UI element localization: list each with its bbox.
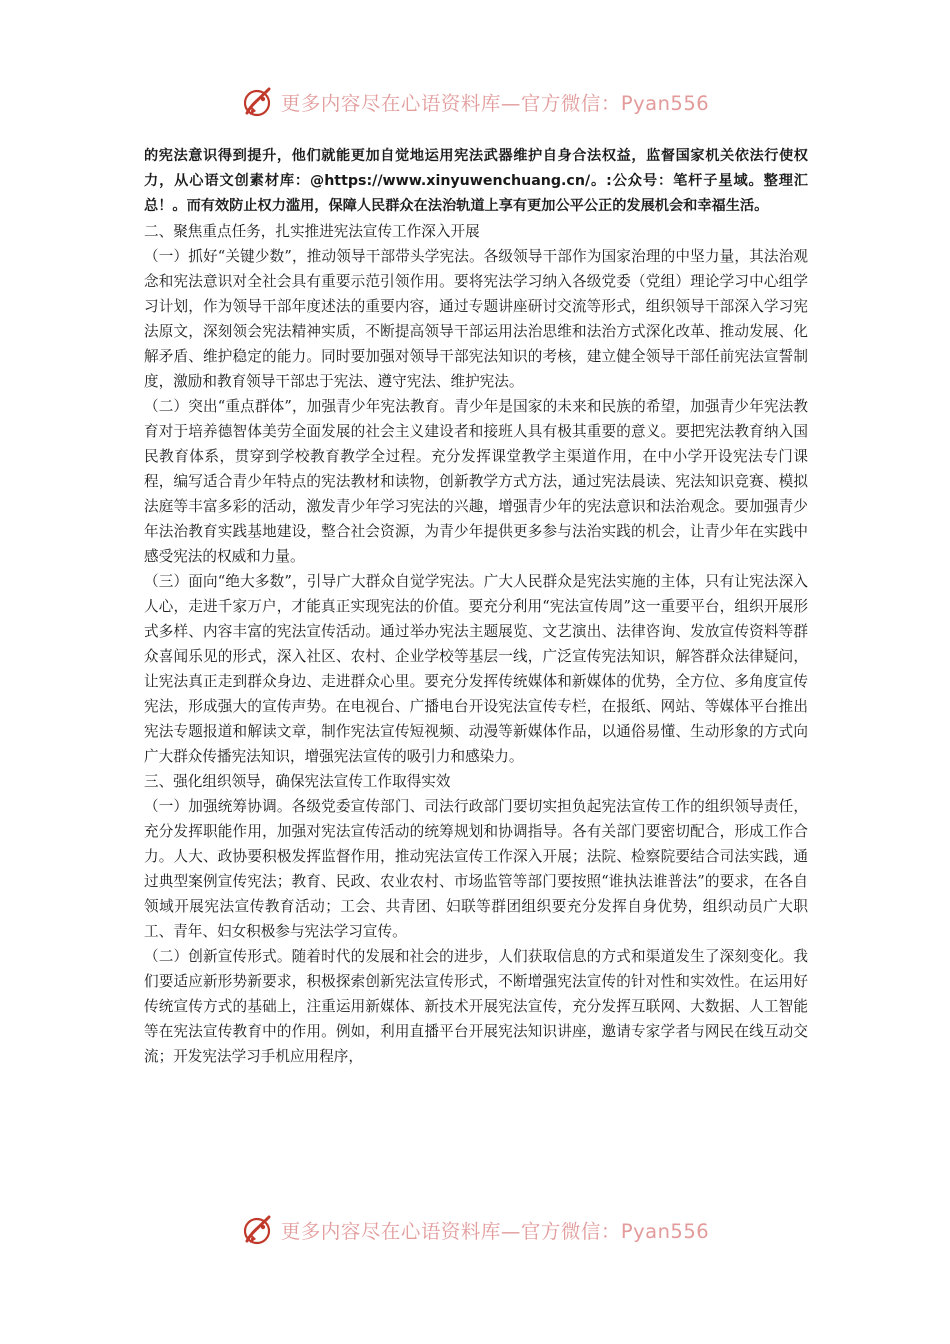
watermark-text: 更多内容尽在心语资料库—官方微信：Pyan556 (280, 92, 710, 115)
paragraph: （一）加强统筹协调。各级党委宣传部门、司法行政部门要切实担负起宪法宣传工作的组织领导责任，充分发挥职能作用，加强对宪法宣传活动的统筹规划和协调指导。各有关部门要密切配合，形成工作合力。人大、政协要积极发挥监督作用，推动宪法宣传工作深入开展；法院、检察院要结合司法实践，通过典型案例宣传宪法；教育、民政、农业农村、市场监管等部门要按照“谁执法谁普法”的要求，在各自领域开展宪法宣传教育活动；工会、共青团、妇联等群团组织要充分发挥自身优势，组织动员广大职工、青年、妇女积极参与宪法学习宣传。 (144, 798, 808, 940)
section-heading: 二、聚焦重点任务，扎实推进宪法宣传工作深入开展 (144, 223, 480, 240)
document-body (144, 144, 808, 1069)
paragraph: （三）面向“绝大多数”，引导广大群众自觉学宪法。广大人民群众是宪法实施的主体，只有让宪法深入人心，走进千家万户，才能真正实现宪法的价值。要充分利用“宪法宣传周”这一重要平台，组织开展形式多样、内容丰富的宪法宣传活动。通过举办宪法主题展览、文艺演出、法律咨询、发放宣传资料等群众喜闻乐见的形式，深入社区、农村、企业学校等基层一线，广泛宣传宪法知识，解答群众法律疑问，让宪法真正走到群众身边、走进群众心里。要充分发挥传统媒体和新媒体的优势，全方位、多角度宣传宪法，形成强大的宣传声势。在电视台、广播电台开设宪法宣传专栏，在报纸、网站、等媒体平台推出宪法专题报道和解读文章，制作宪法宣传短视频、动漫等新媒体作品，以通俗易懂、生动形象的方式向广大群众传播宪法知识，增强宪法宣传的吸引力和感染力。 (144, 573, 808, 765)
paragraph: （一）抓好“关键少数”，推动领导干部带头学宪法。各级领导干部作为国家治理的中坚力量，其法治观念和宪法意识对全社会具有重要示范引领作用。要将宪法学习纳入各级党委（党组）理论学习中心组学习计划，作为领导干部年度述法的重要内容，通过专题讲座研讨交流等形式，组织领导干部深入学习宪法原文，深刻领会宪法精神实质，不断提高领导干部运用法治思维和法治方式深化改革、推动发展、化解矛盾、维护稳定的能力。同时要加强对领导干部宪法知识的考核，建立健全领导干部任前宪法宣誓制度，激励和教育领导干部忠于宪法、遵守宪法、维护宪法。 (144, 248, 808, 390)
paragraph: 的宪法意识得到提升，他们就能更加自觉地运用宪法武器维护自身合法权益，监督国家机关依法行使权力，从心语文创素材库：@https://www.xinyuwenchuang.cn/。:公众号：笔杆子星域。整理汇总！。而有效防止权力滥用，保障人民群众在法治轨道上享有更加公平公正的发展机会和幸福生活。 (144, 148, 808, 214)
paragraph: （二）突出“重点群体”，加强青少年宪法教育。青少年是国家的未来和民族的希望，加强青少年宪法教育对于培养德智体美劳全面发展的社会主义建设者和接班人具有极其重要的意义。要把宪法教育纳入国民教育体系，贯穿到学校教育教学全过程。充分发挥课堂教学主渠道作用，在中小学开设宪法专门课程，编写适合青少年特点的宪法教材和读物，创新教学方式方法，通过宪法晨读、宪法知识竞赛、模拟法庭等丰富多彩的活动，激发青少年学习宪法的兴趣，增强青少年的宪法意识和法治观念。要加强青少年法治教育实践基地建设，整合社会资源，为青少年提供更多参与法治实践的机会，让青少年在实践中感受宪法的权威和力量。 (144, 398, 808, 565)
footer-watermark (0, 1210, 950, 1250)
header-watermark (0, 82, 950, 122)
paragraph: （二）创新宣传形式。随着时代的发展和社会的进步，人们获取信息的方式和渠道发生了深刻变化。我们要适应新形势新要求，积极探索创新宪法宣传形式，不断增强宪法宣传的针对性和实效性。在运用好传统宣传方式的基础上，注重运用新媒体、新技术开展宪法宣传，充分发挥互联网、大数据、人工智能等在宪法宣传教育中的作用。例如，利用直播平台开展宪法知识讲座，邀请专家学者与网民在线互动交流；开发宪法学习手机应用程序， (144, 948, 808, 1065)
section-heading: 三、强化组织领导，确保宪法宣传工作取得实效 (144, 773, 451, 790)
watermark-text: 更多内容尽在心语资料库—官方微信：Pyan556 (280, 1220, 710, 1243)
pen-seal-logo-icon (241, 85, 275, 119)
pen-seal-logo-icon (241, 1213, 275, 1247)
